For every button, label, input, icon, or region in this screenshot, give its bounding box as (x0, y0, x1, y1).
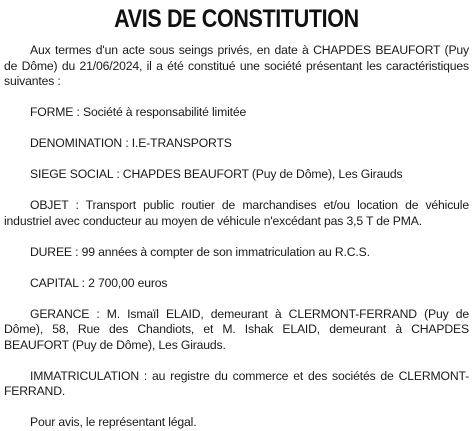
siege-social-paragraph: SIEGE SOCIAL : CHAPDES BEAUFORT (Puy de Dôme), Les Girauds (30, 167, 403, 181)
denomination-paragraph: DENOMINATION : I.E-TRANSPORTS (30, 136, 232, 150)
forme-paragraph: FORME : Société à responsabilité limitée (30, 105, 247, 119)
duree-paragraph: DUREE : 99 années à compter de son immatriculation au R.C.S. (30, 244, 370, 259)
signature-paragraph: Pour avis, le représentant légal. (30, 415, 197, 429)
intro-paragraph: Aux termes d'un acte sous seings privés, en date à CHAPDES BEAUFORT (Puy de Dôme) du 21/06/2024, il a été constitué une société présentant les caractéristiques suivantes : (4, 43, 469, 88)
objet-paragraph: OBJET : Transport public routier de marchandises et/ou location de véhicule industriel avec conducteur au moyen de véhicule n'excédant pas 3,5 T de PMA. (4, 198, 469, 228)
capital-paragraph: CAPITAL : 2 700,00 euros (30, 275, 168, 290)
immatriculation-paragraph: IMMATRICULATION : au registre du commerce et des sociétés de CLERMONT-FERRAND. (4, 368, 469, 398)
notice-body (4, 43, 469, 431)
notice-title: AVIS DE CONSTITUTION (114, 5, 359, 33)
gerance-paragraph: GERANCE : M. Ismaïl ELAID, demeurant à CLERMONT-FERRAND (Puy de Dôme), 58, Rue des Chandiots, et M. Ishak ELAID, demeurant à CHAPDES BEAUFORT (Puy de Dôme), Les Girauds. (4, 306, 469, 352)
